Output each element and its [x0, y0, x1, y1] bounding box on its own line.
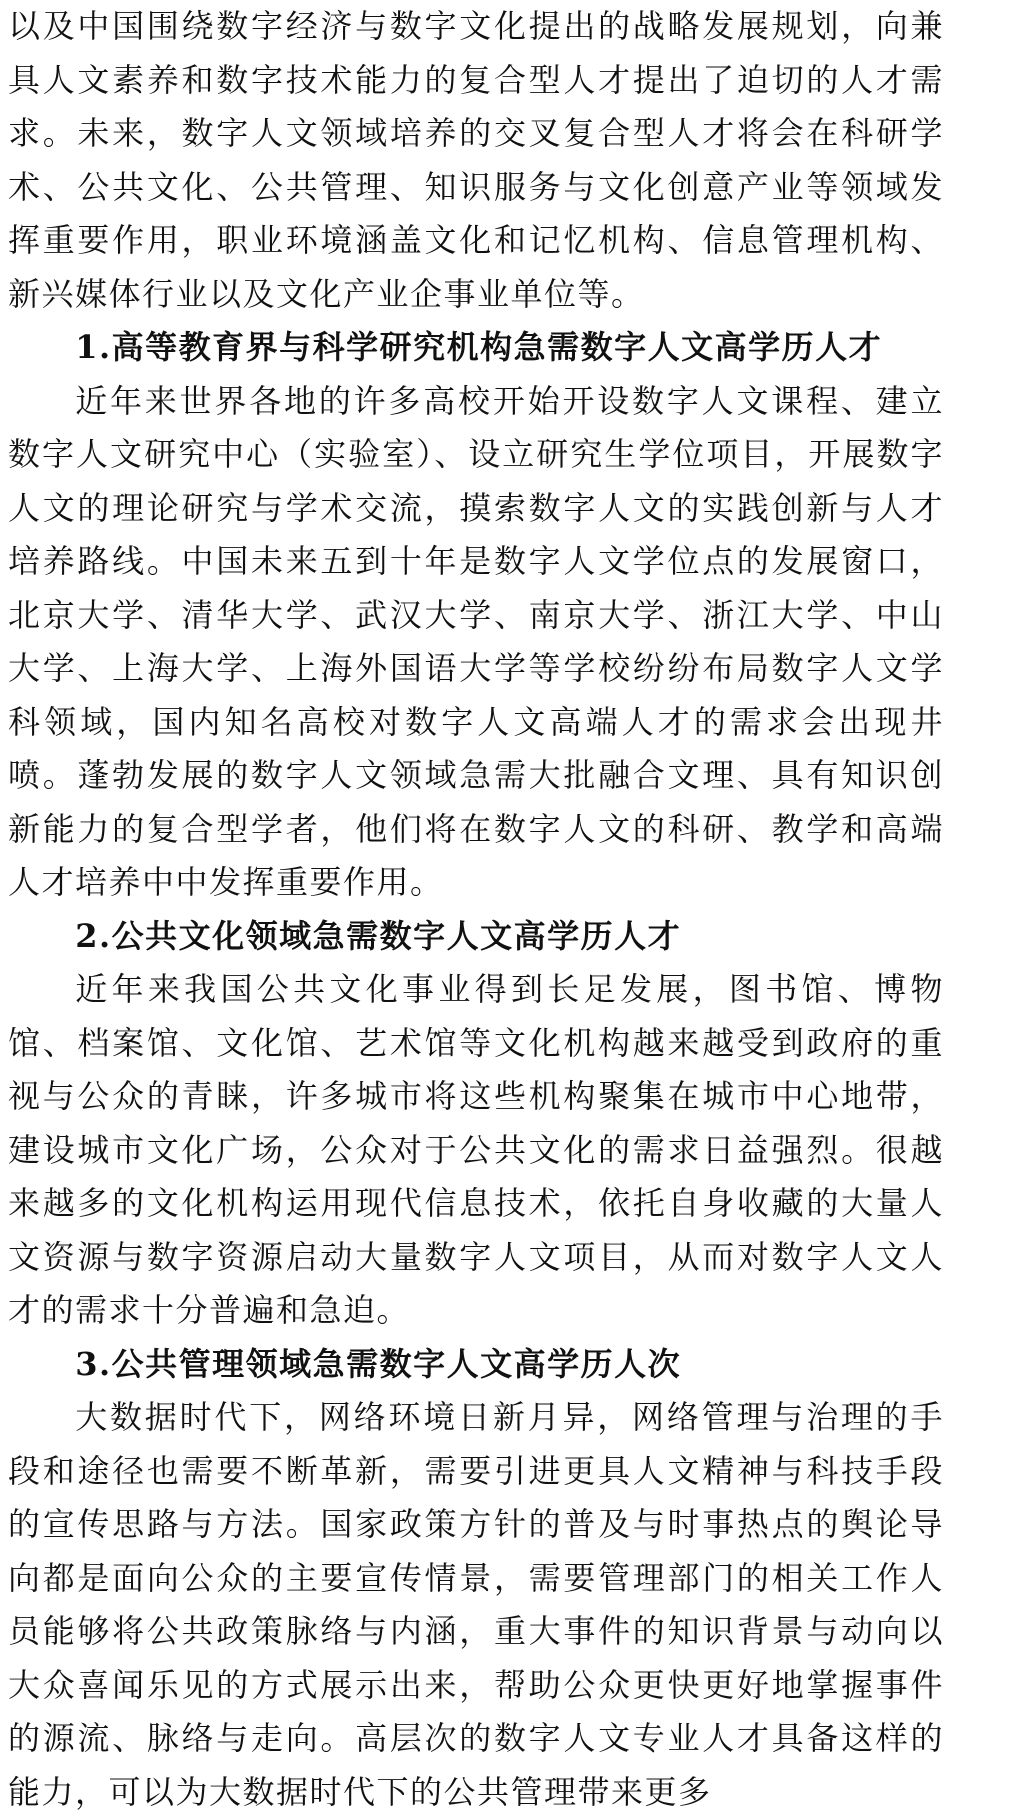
section-1-heading: 1.高等教育界与科学研究机构急需数字人文高学历人才	[75, 328, 883, 366]
section-3-body: 大数据时代下，网络环境日新月异，网络管理与治理的手段和途径也需要不断革新，需要引进更具人文精神与科技手段的宣传思路与方法。国家政策方针的普及与时事热点的舆论导向都是面向公众的主要宣传情景，需要管理部门的相关工作人员能够将公共政策脉络与内涵，重大事件的知识背景与动向以大众喜闻乐见的方式展示出来，帮助公众更快更好地掌握事件的源流、脉络与走向。高层次的数字人文专业人才具备这样的能力，可以为大数据时代下的公共管理带来更多	[8, 1398, 944, 1811]
document-page	[8, 0, 944, 1819]
section-2-body: 近年来我国公共文化事业得到长足发展，图书馆、博物馆、档案馆、文化馆、艺术馆等文化机构越来越受到政府的重视与公众的青睐，许多城市将这些机构聚集在城市中心地带，建设城市文化广场，公众对于公共文化的需求日益强烈。很越来越多的文化机构运用现代信息技术，依托自身收藏的大量人文资源与数字资源启动大量数字人文项目，从而对数字人文人才的需求十分普遍和急迫。	[8, 970, 944, 1329]
intro-paragraph: 以及中国围绕数字经济与数字文化提出的战略发展规划，向兼具人文素养和数字技术能力的复合型人才提出了迫切的人才需求。未来，数字人文领域培养的交叉复合型人才将会在科研学术、公共文化、公共管理、知识服务与文化创意产业等领域发挥重要作用，职业环境涵盖文化和记忆机构、信息管理机构、新兴媒体行业以及文化产业企事业单位等。	[8, 7, 944, 313]
section-1-body: 近年来世界各地的许多高校开始开设数字人文课程、建立数字人文研究中心（实验室）、设立研究生学位项目，开展数字人文的理论研究与学术交流，摸索数字人文的实践创新与人才培养路线。中国未来五到十年是数字人文学位点的发展窗口，北京大学、清华大学、武汉大学、南京大学、浙江大学、中山大学、上海大学、上海外国语大学等学校纷纷布局数字人文学科领域，国内知名高校对数字人文高端人才的需求会出现井喷。蓬勃发展的数字人文领域急需大批融合文理、具有知识创新能力的复合型学者，他们将在数字人文的科研、教学和高端人才培养中中发挥重要作用。	[8, 381, 944, 901]
section-2-heading: 2.公共文化领域急需数字人文高学历人才	[75, 916, 682, 955]
section-3-heading: 3.公共管理领域急需数字人文高学历人次	[75, 1344, 682, 1383]
